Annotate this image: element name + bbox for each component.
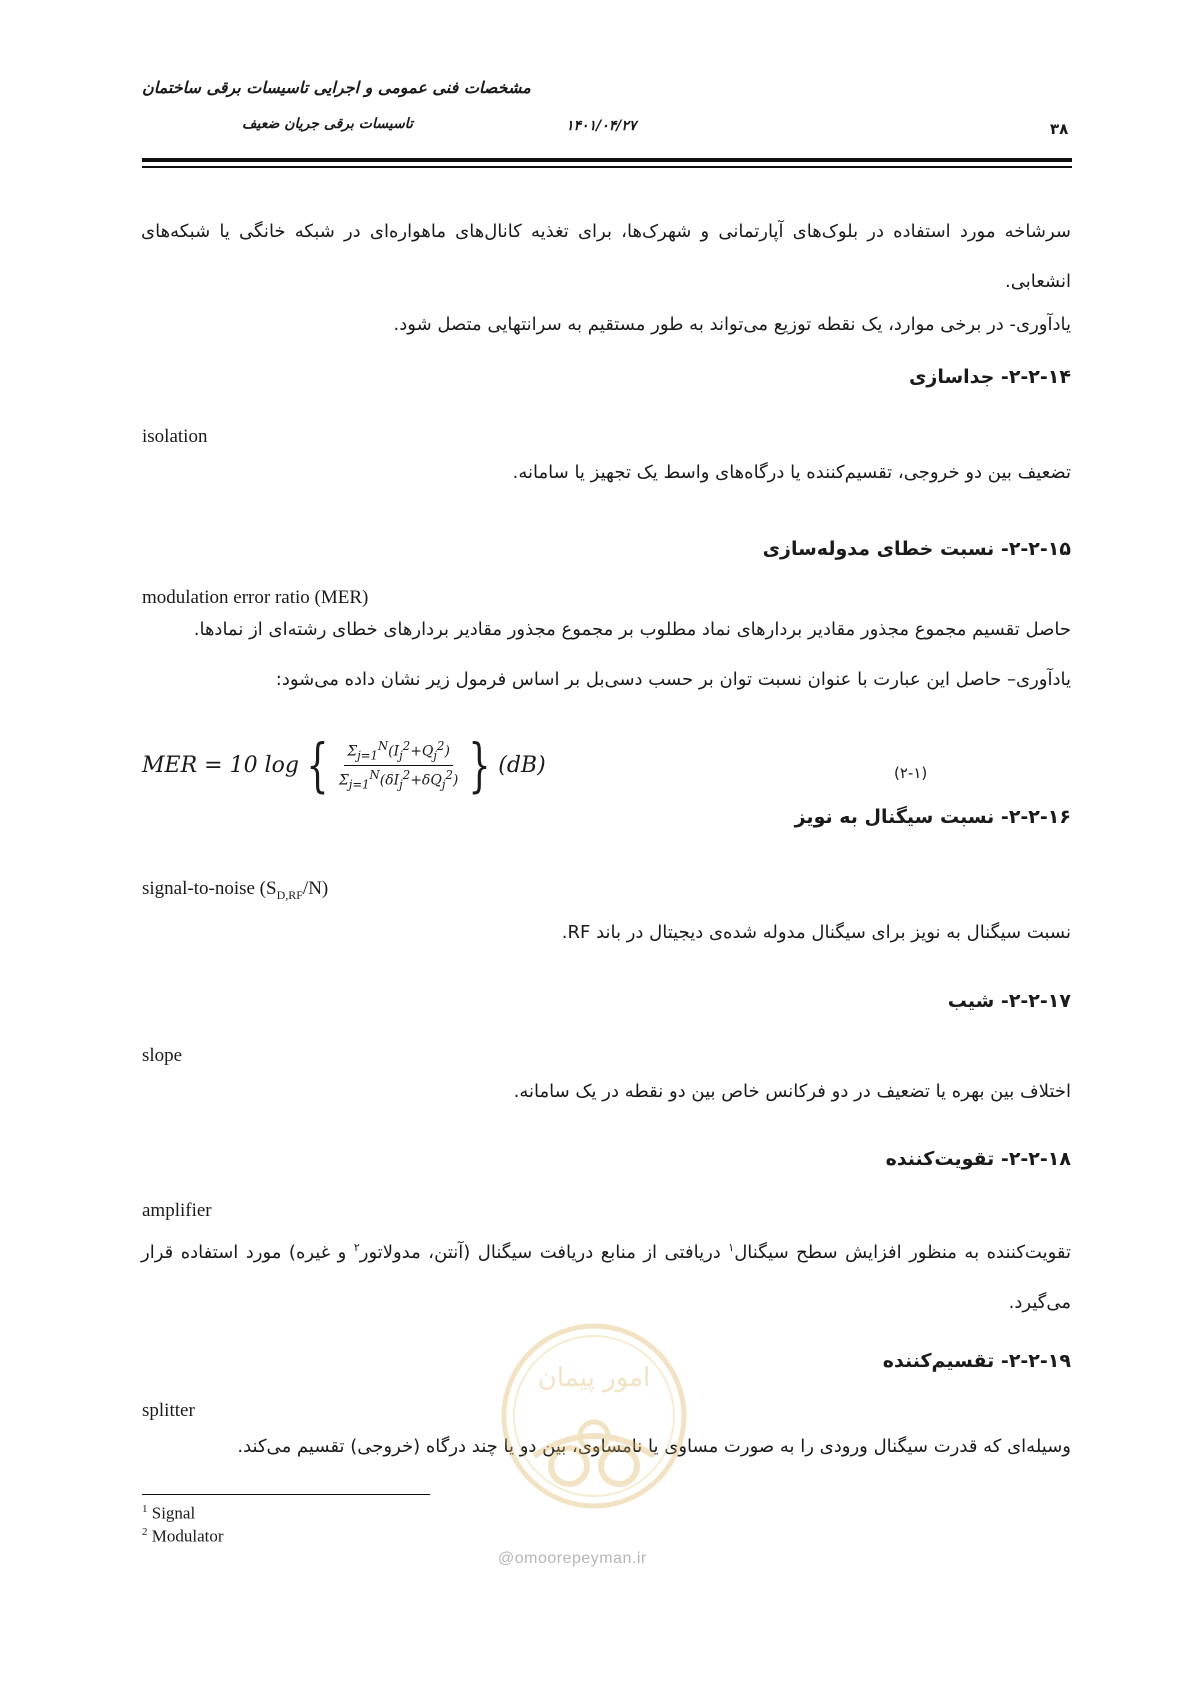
section-heading-slope: ۲-۲-۱۷- شیب (947, 990, 1071, 1012)
english-term-isolation: isolation (142, 426, 208, 447)
footnote-ref-2[interactable]: ۲ (353, 1241, 360, 1254)
definition-amplifier: تقویت‌کننده به منظور افزایش سطح سیگنال$^۱$ دریافتی از منابع دریافت سیگنال (آنتن، مدولاتور$^۲$ و غیره) مورد استفاده قرار می‌گیرد. (141, 1241, 1071, 1313)
formula-unit: (dB) (498, 752, 546, 778)
footnote-2: $^2$ Modulator (142, 1526, 224, 1546)
section-heading-mer: ۲-۲-۱۵- نسبت خطای مدوله‌سازی (762, 538, 1071, 560)
document-subtitle: تاسیسات برقی جریان ضعیف (242, 116, 413, 132)
document-title: مشخصات فنی عمومی و اجرایی تاسیسات برقی ساختمان (142, 78, 531, 97)
intro-paragraph: سرشاخه مورد استفاده در بلوک‌های آپارتمانی و شهرک‌ها، برای تغذیه کانال‌های ماهواره‌ای در شبکه خانگی یا شبکه‌های انشعابی. (141, 221, 1071, 292)
english-term-splitter: splitter (142, 1400, 195, 1421)
intro-note: یادآوری- در برخی موارد، یک نقطه توزیع می‌تواند به طور مستقیم به سرانتهایی متصل شود. (393, 314, 1071, 335)
definition-snr: نسبت سیگنال به نویز برای سیگنال مدوله شده‌ی دیجیتال در باند RF. (561, 922, 1071, 943)
formula-denominator: $\Sigma_{j=1}^N(\delta I_j^2+\delta Q_j^2)$ (338, 767, 459, 791)
english-term-mer: modulation error ratio (MER) (142, 587, 369, 608)
section-heading-splitter: ۲-۲-۱۹- تقسیم‌کننده (882, 1350, 1071, 1372)
mer-formula (142, 731, 546, 799)
formula-right-brace: } (468, 731, 491, 799)
definition-mer: حاصل تقسیم مجموع مجذور مقادیر بردارهای نماد مطلوب بر مجموع مجذور مقادیر بردارهای خطای رشته‌ای از نمادها. (193, 619, 1071, 640)
english-term-snr: signal-to-noise $(S_{D,RF}/N)$ (142, 878, 329, 902)
definition-splitter: وسیله‌ای که قدرت سیگنال ورودی را به صورت مساوی یا نامساوی، بین دو یا چند درگاه (خروجی) تقسیم می‌کند. (237, 1436, 1071, 1457)
formula-fraction (336, 739, 462, 791)
english-term-amplifier: amplifier (142, 1200, 212, 1221)
section-heading-amplifier: ۲-۲-۱۸- تقویت‌کننده (885, 1148, 1071, 1170)
document-date: ۱۴۰۱/۰۴/۲۷ (566, 118, 637, 134)
footnote-ref-1[interactable]: ۱ (728, 1241, 735, 1254)
svg-text:امور پیمان: امور پیمان (537, 1363, 651, 1393)
watermark-logo-icon (494, 1316, 694, 1546)
note-mer: یادآوری– حاصل این عبارت با عنوان نسبت توان بر حسب دسی‌بل بر اساس فرمول زیر نشان داده می‌شود: (275, 669, 1071, 690)
header-rule-thin (142, 166, 1072, 168)
footnote-1: $^1$ Signal (142, 1503, 196, 1523)
formula-left-brace: { (306, 731, 329, 799)
footnote-rule (142, 1494, 430, 1495)
section-heading-snr: ۲-۲-۱۶- نسبت سیگنال به نویز (794, 806, 1071, 828)
formula-numerator: $\Sigma_{j=1}^N(I_j^2+Q_j^2)$ (344, 739, 453, 765)
formula-lhs: MER = 10 log (142, 752, 299, 778)
section-heading-isolation: ۲-۲-۱۴- جداسازی (908, 366, 1071, 388)
english-term-slope: slope (142, 1045, 183, 1066)
watermark-site: @omoorepeyman.ir (498, 1550, 647, 1567)
definition-isolation: تضعیف بین دو خروجی، تقسیم‌کننده یا درگاه‌های واسط یک تجهیز یا سامانه. (512, 462, 1071, 483)
definition-slope: اختلاف بین بهره یا تضعیف در دو فرکانس خاص بین دو نقطه در یک سامانه. (513, 1081, 1071, 1102)
page-number: ۳۸ (1050, 120, 1069, 138)
header-rule-thick (142, 158, 1072, 162)
equation-number: (۲-۱) (894, 764, 928, 782)
